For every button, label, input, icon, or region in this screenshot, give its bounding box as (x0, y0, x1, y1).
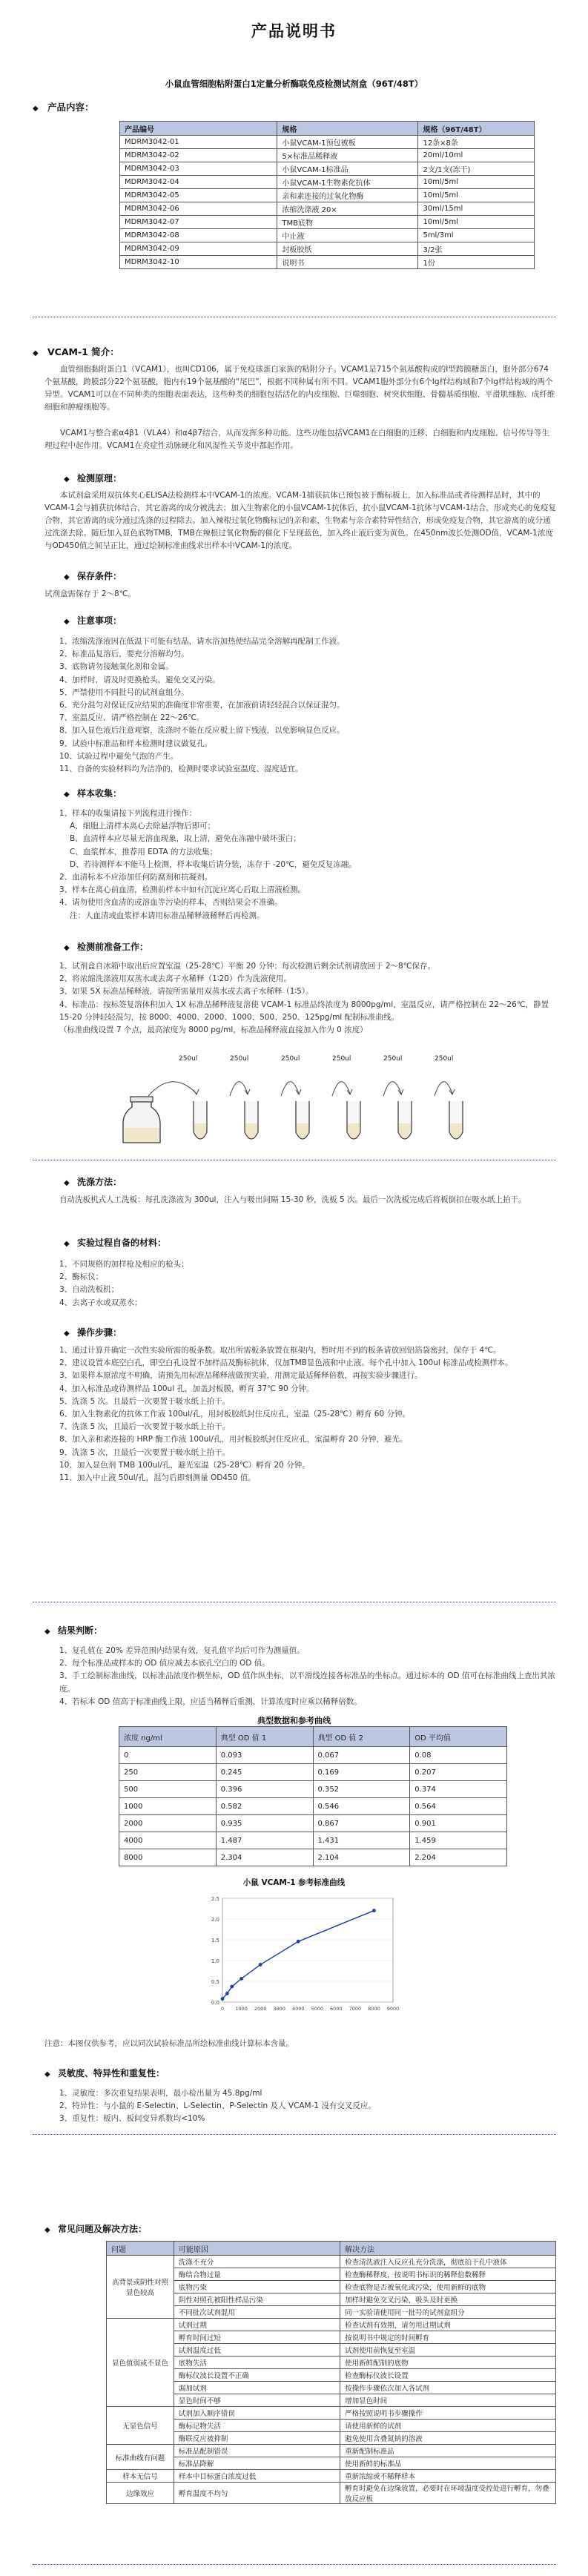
table-row (107, 2407, 556, 2420)
list-item: 6、充分混匀对保证反应结果的准确度非常重要，在加液前请轻轻混合以保证混匀。 (59, 701, 345, 710)
table-header-cell: OD 平均值 (410, 1727, 507, 1747)
data-point (297, 1940, 300, 1943)
x-tick-label: 1000 (235, 2006, 248, 2012)
table-cell: 1000 (119, 1798, 217, 1815)
transfer-arrow-icon (148, 1082, 199, 1096)
table-cell: 3/2张 (418, 242, 535, 256)
sample-list (59, 808, 564, 922)
section-heading-intro: ◆ VCAM-1 简介： (33, 346, 119, 357)
list-item: 10、加入显色剂 TMB 100ul/孔，避光室温（25-28℃）孵育 20 分钟。 (59, 1460, 310, 1470)
list-item: 2、血清标本不应添加任何防腐剂和抗凝剂。 (59, 873, 213, 882)
list-item: 2、每个标准品或样本的 OD 值应减去本底孔空白的 OD 值。 (59, 1659, 270, 1668)
table-row (107, 2306, 556, 2319)
table-cell: 1.431 (313, 1832, 410, 1849)
faq-cause-cell: 显色时间不够 (174, 2394, 340, 2407)
data-point (225, 1992, 229, 1995)
list-item: B、血清样本应尽量无溶血现象，取上清，避免在冻融中破坏蛋白； (70, 834, 301, 844)
table-cell: 0.245 (216, 1764, 313, 1781)
section-heading-prep: ◆ 检测前准备工作： (64, 942, 149, 952)
list-item: 9、洗涤 5 次，且最后一次要置于吸水纸上拍干。 (59, 1447, 231, 1457)
list-item: 4、若标本 OD 值高于标准曲线上限，应适当稀释后重测，计算浓度时应乘以稀释倍数。 (59, 1697, 362, 1706)
list-item: 4、去离子水或双蒸水； (59, 1298, 142, 1307)
table-cell: 0.093 (216, 1747, 313, 1764)
faq-cause-cell: 酶结合物过量 (174, 2268, 340, 2281)
list-item: 注：人血清或血浆样本请用标准品稀释液稀释后再检测。 (70, 911, 265, 920)
table-row (107, 2420, 556, 2432)
table-row (120, 229, 535, 242)
wash-text: 自动洗板机式人工洗板：每孔洗涤液为 300ul，注入与吸出间隔 15-30 秒，洗板 5 次。最后一次洗板完成后将板倒扣在吸水纸上拍干。 (59, 1195, 526, 1204)
list-item: 1、样本的收集请按下列流程进行操作： (59, 809, 197, 818)
faq-solution-cell: 试剂使用前恢复至室温 (340, 2344, 556, 2357)
x-tick-label: 9000 (386, 2006, 400, 2012)
table-cell: 亲和素连接的过氧化物酶 (277, 189, 418, 202)
table-cell: 5×标准品稀释液 (277, 149, 418, 162)
table-cell: 中止液 (277, 229, 418, 242)
section-divider (33, 2564, 556, 2565)
table-cell: 2.204 (410, 1849, 507, 1866)
y-tick-label: 2.0 (211, 1917, 219, 1923)
faq-solution-cell: 避免使用含叠氮钠的溶液 (340, 2432, 556, 2445)
list-item: A、细胞上清样本离心去除悬浮物后即可； (70, 822, 216, 831)
list-item: 3、如果 5X 标准品稀释液，请按所需量用双蒸水或去离子水稀释（1∶5）。 (59, 987, 314, 997)
table-row (107, 2457, 556, 2470)
table-cell: 0.067 (313, 1747, 410, 1764)
faq-cause-cell: 试剂过期 (174, 2319, 340, 2331)
chart-title: 小鼠 VCAM-1 参考标准曲线 (242, 1878, 346, 1887)
table-row (107, 2293, 556, 2306)
intro-paragraph: 血管细胞黏附蛋白1（VCAM1），也叫CD106，属于免疫球蛋白家族的粘附分子。VCAM1是715个氨基酸构成的I型跨膜糖蛋白，胞外部分674个氨基酸，跨膜部分22个氨基酸，胞内有19个氨基酸的“尾巴”，根据不同种属有所不同。VCAM1胞外部分有6个Ig样结构域和7个Ig样结构域的两个异型。VCAM1可以在不同种类的细胞表面表达，这些种类的细胞包括活化的内皮细胞、巨噬细胞、树突状细胞、骨髓基质细胞、平滑肌细胞、成纤维细胞和肿瘤细胞等。 (44, 365, 555, 412)
table-header-cell: 规格（96T/48T） (418, 122, 535, 136)
faq-solution-cell: 孵育时避免在边缘放置，必要时在环境温度受控处进行孵育，勿叠放反应板 (340, 2483, 556, 2504)
list-item: 4、请勿使用含血清的或溶血等污染的样本，否则结果会不准确。 (59, 898, 283, 908)
faq-cause-cell: 孵育时间过短 (174, 2331, 340, 2344)
dilution-volume-label: 250ul (281, 1055, 300, 1063)
table-header-cell: 典型 OD 值 2 (313, 1727, 410, 1747)
component-table (119, 121, 535, 269)
x-tick-label: 2000 (254, 2006, 267, 2012)
table-row (119, 1815, 507, 1832)
table-header-cell: 产品编号 (120, 122, 277, 136)
list-item: 1、试剂盒自冰箱中取出后应置室温（25-28℃）平衡 20 分钟；每次检测后剩余试剂请放回于 2～8℃保存。 (59, 962, 436, 971)
document-title: 产品说明书 (251, 22, 337, 40)
table-cell: 0 (119, 1747, 217, 1764)
table-cell: 0.207 (410, 1764, 507, 1781)
list-item: 2、特异性：与小鼠的 E-Selectin、L-Selectin、P-Selectin 及人 VCAM-1 没有交叉反应。 (59, 2101, 376, 2111)
precautions-list (59, 635, 564, 776)
storage-text: 试剂盒需保存于 2～8℃。 (44, 589, 136, 598)
table-cell: 0.396 (216, 1781, 313, 1798)
x-tick-label: 6000 (330, 2006, 343, 2012)
table-row (107, 2331, 556, 2344)
table-header-cell: 典型 OD 值 1 (216, 1727, 313, 1747)
list-item: 8、加入亲和素连接的 HRP 酶工作液 100ul/孔，用封板胶纸封住反应孔，室温孵育 20 分钟，避光。 (59, 1435, 408, 1444)
x-tick-label: 3000 (273, 2006, 285, 2012)
data-point (259, 1963, 262, 1966)
faq-solution-cell: 检查试剂有效期，请勿用过期试剂 (340, 2319, 556, 2331)
list-item: 2、标准品复溶后，要充分溶解均匀。 (59, 650, 189, 659)
list-item: （标准曲线设置 7 个点，最高浓度为 8000 pg/ml，标准品稀释液直接加入作为 0 浓度） (59, 1026, 368, 1035)
section-heading-procedure: ◆ 操作步骤： (64, 1327, 122, 1338)
table-cell: 0.546 (313, 1798, 410, 1815)
table-row (120, 162, 535, 176)
list-item: D、若待测样本不能马上检测，样本收集后请分装，冻存于 -20℃，避免反复冻融。 (70, 859, 357, 869)
faq-cause-cell: 孵育温度不均匀 (174, 2483, 340, 2504)
faq-cause-cell: 洗涤不充分 (174, 2256, 340, 2268)
table-cell: 0.08 (410, 1747, 507, 1764)
x-tick-label: 4000 (291, 2006, 305, 2012)
data-point (372, 1909, 376, 1912)
section-heading-faq: ◆ 常见问题及解决方法： (44, 2224, 148, 2234)
faq-problem-cell: 标准曲线有问题 (107, 2445, 174, 2470)
list-item: 2、酶标仪； (59, 1272, 104, 1282)
faq-cause-cell: 不同批次试剂混用 (174, 2306, 340, 2319)
table-cell: 说明书 (277, 256, 418, 269)
faq-solution-cell: 检查底物是否被氧化或污染，使用新鲜的底物 (340, 2281, 556, 2293)
table-cell: 1份 (418, 256, 535, 269)
table-cell: 小鼠VCAM-1标准品 (277, 162, 418, 176)
faq-problem-cell: 显色值弱或不显色 (107, 2319, 174, 2407)
dilution-tube-icon (296, 1101, 309, 1139)
table-cell: 1.487 (216, 1832, 313, 1849)
table-row (107, 2470, 556, 2483)
list-item: 1、通过计算并确定一次性实验所需的板条数。取出所需板条放置在框架内，暂时用不到的板条请放回铝箔袋密封，保存于 4℃。 (59, 1346, 501, 1355)
table-row (120, 242, 535, 256)
dilution-volume-label: 250ul (383, 1055, 403, 1063)
table-cell: 小鼠VCAM-1生物素化抗体 (277, 176, 418, 189)
list-item: 5、洗涤 5 次。且最后一次要置于吸水纸上拍干。 (59, 1396, 231, 1406)
faq-cause-cell: 酶标记物失活 (174, 2420, 340, 2432)
table-cell: 10ml/5ml (418, 216, 535, 229)
dilution-tube-icon (449, 1101, 463, 1139)
table-cell: 0.374 (410, 1781, 507, 1798)
standard-table-header (119, 1727, 507, 1747)
section-heading-results: ◆ 结果判断： (44, 1625, 103, 1636)
component-table-header (120, 122, 535, 136)
stock-bottle-icon (123, 1097, 160, 1143)
prep-list (59, 960, 564, 1037)
table-row (107, 2256, 556, 2268)
table-row (119, 1832, 507, 1849)
section-heading-storage: ◆ 保存条件： (64, 571, 122, 581)
table-cell: 封板胶纸 (277, 242, 418, 256)
transfer-arrow-icon (435, 1082, 455, 1096)
table-cell: MDRM3042-02 (120, 149, 277, 162)
section-heading-equipment: ◆ 实验过程自备的材料： (64, 1238, 167, 1248)
list-item: 9、试验中标准品和样本检测时建议做复孔。 (59, 739, 213, 748)
table-cell: 12条×8条 (418, 136, 535, 149)
x-tick-label: 5000 (311, 2006, 324, 2012)
faq-cause-cell: 标准品配制错误 (174, 2445, 340, 2457)
table-row (107, 2281, 556, 2293)
plot-area (222, 1898, 393, 2002)
list-item: 4、加样时，请及时更换枪头，避免交叉污染。 (59, 675, 220, 684)
faq-problem-cell: 高背景或阴性对照显色较高 (107, 2256, 174, 2319)
x-tick-label: 0 (220, 2006, 225, 2012)
table-row (120, 216, 535, 229)
table-row (120, 149, 535, 162)
table-row (107, 2432, 556, 2445)
faq-solution-cell: 检查酶标仪波长设置 (340, 2369, 556, 2382)
faq-solution-cell: 重新配制标准品 (340, 2445, 556, 2457)
list-item: 3、自动洗板机； (59, 1285, 119, 1295)
table-row (119, 1764, 507, 1781)
dilution-volume-label: 250ul (230, 1055, 249, 1063)
section-heading-performance: ◆ 灵敏度、特异性和重复性： (44, 2068, 165, 2078)
list-item: 5、严禁使用不同批号的试剂盒组分。 (59, 687, 189, 697)
list-item: 8、加入显色液后注意观察，洗涤时不能在反应板上留下残液，以免影响显色反应。 (59, 726, 345, 736)
section-divider (33, 2134, 556, 2135)
list-item: 10、试验过程中避免气泡的产生。 (59, 751, 179, 761)
dilution-tube-icon (398, 1101, 412, 1139)
faq-solution-cell: 增加显色时间 (340, 2394, 556, 2407)
table-cell: 2.104 (313, 1849, 410, 1866)
y-tick-label: 1.0 (211, 1958, 219, 1964)
table-cell: 4000 (119, 1832, 217, 1849)
data-point (230, 1985, 234, 1989)
dilution-tube-icon (245, 1101, 258, 1139)
document-subtitle: 小鼠血管细胞粘附蛋白1定量分析酶联免疫检测试剂盒（96T/48T） (165, 79, 423, 89)
faq-cause-cell: 酶联反应被抑制 (174, 2432, 340, 2445)
transfer-arrow-icon (383, 1082, 403, 1096)
principle-paragraph: 本试剂盒采用双抗体夹心ELISA法检测样本中VCAM-1的浓度。VCAM-1捕获抗体已预包被于酶标板上，加入标准品或者待测样品时，其中的VCAM-1会与捕获抗体结合，其它游离的成分被洗去；加入生物素化的小鼠VCAM-1抗体后，抗小鼠VCAM-1抗体与VCAM-1结合，形成夹心的免疫复合物，其它游离的成分通过洗涤的过程除去。加入辣根过氧化物酶标记的亲和素，生物素与亲合素特异性结合，形成免疫复合物，其它游离的成分通过洗涤去除。随后加入显色底物TMB，TMB在辣根过氧化物酶的催化下呈现蓝色，加入终止液后变为黄色。在450nm波长处测OD值，VCAM-1浓度与OD450值之间呈正比，通过绘制标准曲线求出样本中VCAM-1的浓度。 (44, 491, 556, 550)
transfer-arrow-icon (230, 1082, 250, 1096)
table-cell: 0.935 (216, 1815, 313, 1832)
table-cell: TMB底物 (277, 216, 418, 229)
table-row (107, 2268, 556, 2281)
list-item: 3、如果样本原浓度不明确，请预先用标准品稀释液做预实验，用测定最适稀释倍数，再按实验步骤进行。 (59, 1371, 423, 1381)
faq-solution-cell: 检查清洗液注入反应孔充分洗涤，彻底拍干孔中液体 (340, 2256, 556, 2268)
section-heading-precautions: ◆ 注意事项： (64, 615, 122, 626)
list-item: 11、自备的实验材料均为洁净的，检测时要求试验室温度、湿度适宜。 (59, 764, 303, 774)
table-cell: 0.867 (313, 1815, 410, 1832)
faq-cause-cell: 试剂温度过低 (174, 2344, 340, 2357)
section-heading-wash: ◆ 洗涤方法： (64, 1177, 122, 1187)
list-item: 2、将浓缩洗涤液用双蒸水或去离子水稀释（1∶20）作为洗液使用。 (59, 974, 291, 984)
list-item: 7、室温反应，请严格控制在 22～26℃。 (59, 713, 205, 723)
y-tick-label: 0.5 (211, 1979, 219, 1985)
faq-cause-cell: 样本中目标蛋白浓度过低 (174, 2470, 340, 2483)
faq-problem-cell: 边缘效应 (107, 2483, 174, 2504)
list-item: 2、建议设置本底空白孔，即空白孔设置不加样品及酶标抗体，仅加TMB显色液和中止液。每个孔中加入 100ul 标准品或检测样本。 (59, 1358, 513, 1368)
dilution-labels (119, 1055, 489, 1070)
table-row (107, 2357, 556, 2369)
faq-solution-cell: 按操作步骤依次加入各试剂 (340, 2382, 556, 2394)
table-row (119, 1849, 507, 1866)
table-row (120, 136, 535, 149)
faq-solution-cell: 请使用新鲜的试剂 (340, 2420, 556, 2432)
list-item: 1、浓缩洗涤液因在低温下可能有结晶，请水浴加热使结晶完全溶解再配制工作液。 (59, 637, 345, 646)
list-item: 4、标准品：按标签复溶体积加入 1X 标准品稀释液复溶使 VCAM-1 标准品终浓度为 8000pg/ml，室温反应，请严格控制在 22～26℃，静置 15-20 分钟轻轻混匀，按 8000、4000、2000、1000、500、250、125pg/ml 配制标准曲线。 (59, 1000, 549, 1022)
table-cell: 10ml/5ml (418, 189, 535, 202)
x-tick-label: 8000 (368, 2006, 380, 2012)
list-item: 6、加入生物素化的抗体工作液 100ul/孔，用封板胶纸封住反应孔，室温（25-28℃）孵育 60 分钟。 (59, 1410, 411, 1419)
standard-table-caption: 典型数据和参考曲线 (257, 1716, 331, 1725)
dilution-tube-icon (347, 1101, 360, 1139)
dilution-volume-label: 250ul (179, 1055, 198, 1063)
section-heading-sample: ◆ 样本收集： (64, 788, 122, 799)
table-row (107, 2344, 556, 2357)
table-row (119, 1781, 507, 1798)
table-cell: 0.564 (410, 1798, 507, 1815)
y-tick-label: 0.0 (211, 2000, 219, 2006)
table-cell: MDRM3042-09 (120, 242, 277, 256)
table-row (120, 176, 535, 189)
table-row (120, 202, 535, 216)
data-point (221, 1997, 225, 2001)
table-cell: 小鼠VCAM-1预包被板 (277, 136, 418, 149)
table-row (120, 189, 535, 202)
list-item: 1、复孔值在 20% 差异范围内结果有效，复孔值平均后可作为测量值。 (59, 1646, 305, 1655)
faq-solution-cell: 重新浓缩或不稀释样本 (340, 2470, 556, 2483)
table-header-cell: 浓度 ng/ml (119, 1727, 217, 1747)
table-row (107, 2369, 556, 2382)
table-cell: 浓缩洗涤液 20× (277, 202, 418, 216)
y-tick-label: 1.5 (211, 1938, 219, 1943)
intro-paragraph: VCAM1与整合素α4β1（VLA4）和α4β7结合，从而发挥多种功能。这些功能包括VCAM1在白细胞的迁移、白细胞和内皮细胞、信号传导等生理过程中起作用。VCAM1在炎症性动脉硬化和风湿性关节炎中都起作用。 (44, 429, 549, 450)
table-cell: MDRM3042-04 (120, 176, 277, 189)
faq-table (106, 2241, 556, 2504)
faq-solution-cell: 检查酶稀释度，按说明书标识的稀释倍数稀释 (340, 2268, 556, 2281)
section-heading-principle: ◆ 检测原理： (64, 473, 122, 483)
table-row (107, 2445, 556, 2457)
faq-solution-cell: 使用新鲜的标准品 (340, 2457, 556, 2470)
table-cell: 2.304 (216, 1849, 313, 1866)
x-tick-label: 7000 (348, 2006, 362, 2012)
table-row (120, 256, 535, 269)
table-cell: 2000 (119, 1815, 217, 1832)
table-cell: MDRM3042-05 (120, 189, 277, 202)
transfer-arrow-icon (281, 1082, 301, 1096)
table-header-cell: 可能原因 (174, 2242, 340, 2256)
table-row (107, 2319, 556, 2331)
table-cell: MDRM3042-03 (120, 162, 277, 176)
list-item: 1、灵敏度：多次重复结果表明，最小检出量为 45.8pg/ml (59, 2089, 262, 2098)
table-cell: 2支/1支(冻干) (418, 162, 535, 176)
equipment-list (59, 1258, 564, 1310)
faq-cause-cell: 酶标仪波长设置不正确 (174, 2369, 340, 2382)
faq-cause-cell: 底物污染 (174, 2281, 340, 2293)
table-cell: MDRM3042-01 (120, 136, 277, 149)
dilution-volume-label: 250ul (332, 1055, 351, 1063)
faq-cause-cell: 阴性对照孔被阳性样品污染 (174, 2293, 340, 2306)
faq-solution-cell: 按说明书中规定的时间孵育 (340, 2331, 556, 2344)
table-cell: MDRM3042-06 (120, 202, 277, 216)
table-header-cell: 规格 (277, 122, 418, 136)
list-item: 4、加入标准品或待测样品 100ul 孔，加盖封板膜，孵育 37℃ 90 分钟。 (59, 1384, 314, 1393)
faq-problem-cell: 样本无信号 (107, 2470, 174, 2483)
faq-table-header (107, 2242, 556, 2256)
faq-solution-cell: 同一实验请使用同一批号的试剂盒组分 (340, 2306, 556, 2319)
table-cell: 0.169 (313, 1764, 410, 1781)
list-item: 1、不同规格的加样枪及相应的枪头； (59, 1260, 189, 1269)
standard-curve-chart (200, 1892, 400, 2018)
table-row (107, 2382, 556, 2394)
procedure-list (59, 1344, 564, 1484)
list-item: 3、底物请勿接触氧化剂和金属。 (59, 662, 174, 672)
list-item: 3、重复性：板内、板间变异系数均<10% (59, 2114, 205, 2124)
faq-cause-cell: 漏加试剂 (174, 2382, 340, 2394)
list-item: 3、手工绘制标准曲线，以标准品浓度作横坐标，OD 值作纵坐标，以平滑线连接各标准品的坐标点。通过标本的 OD 值可在标准曲线上查出其浓度。 (59, 1671, 555, 1694)
table-row (107, 2483, 556, 2504)
dilution-volume-label: 250ul (435, 1055, 454, 1063)
table-header-cell: 解决方法 (340, 2242, 556, 2256)
list-item: 11、加入中止液 50ul/孔，混匀后即刻测量 OD450 值。 (59, 1473, 256, 1483)
faq-cause-cell: 标准品降解 (174, 2457, 340, 2470)
y-tick-label: 2.5 (211, 1896, 219, 1902)
table-cell: 1.459 (410, 1832, 507, 1849)
performance-list (59, 2087, 564, 2126)
table-cell: 0.901 (410, 1815, 507, 1832)
table-cell: 250 (119, 1764, 217, 1781)
table-cell: 10ml/5ml (418, 176, 535, 189)
table-row (119, 1747, 507, 1764)
results-list (59, 1645, 564, 1708)
table-header-cell: 问题 (107, 2242, 174, 2256)
table-cell: 5ml/3ml (418, 229, 535, 242)
table-cell: 20ml/10ml (418, 149, 535, 162)
table-cell: MDRM3042-07 (120, 216, 277, 229)
table-cell: 0.352 (313, 1781, 410, 1798)
faq-problem-cell: 无显色信号 (107, 2407, 174, 2445)
table-row (119, 1798, 507, 1815)
transfer-arrow-icon (332, 1082, 352, 1096)
table-cell: 30ml/15ml (418, 202, 535, 216)
section-heading-components: ◆ 产品内容： (33, 102, 94, 113)
data-point (240, 1977, 243, 1981)
chart-note: 注意：本图仅供参考，应以同次试验标准品所绘标准曲线计算标本含量。 (44, 2039, 294, 2048)
faq-cause-cell: 底物失活 (174, 2357, 340, 2369)
table-cell: 0.582 (216, 1798, 313, 1815)
table-cell: MDRM3042-08 (120, 229, 277, 242)
table-row (107, 2394, 556, 2407)
faq-cause-cell: 试剂加入顺序错误 (174, 2407, 340, 2420)
list-item: C、血浆样本，推荐用 EDTA 的方法收集； (70, 847, 218, 856)
dilution-tube-icon (194, 1101, 207, 1139)
faq-solution-cell: 加样时避免交叉污染，吸头及时更换 (340, 2293, 556, 2306)
table-cell: 500 (119, 1781, 217, 1798)
table-cell: 8000 (119, 1849, 217, 1866)
list-item: 3、样本在离心前血清，检测前样本中如有沉淀应离心后取上清液检测。 (59, 885, 306, 895)
standard-data-table (119, 1726, 507, 1866)
faq-solution-cell: 使用新鲜配制的底物 (340, 2357, 556, 2369)
table-cell: MDRM3042-10 (120, 256, 277, 269)
faq-solution-cell: 严格按照说明书步骤操作 (340, 2407, 556, 2420)
list-item: 7、洗涤 5 次，且最后一次要置于吸水纸上拍干。 (59, 1422, 231, 1432)
